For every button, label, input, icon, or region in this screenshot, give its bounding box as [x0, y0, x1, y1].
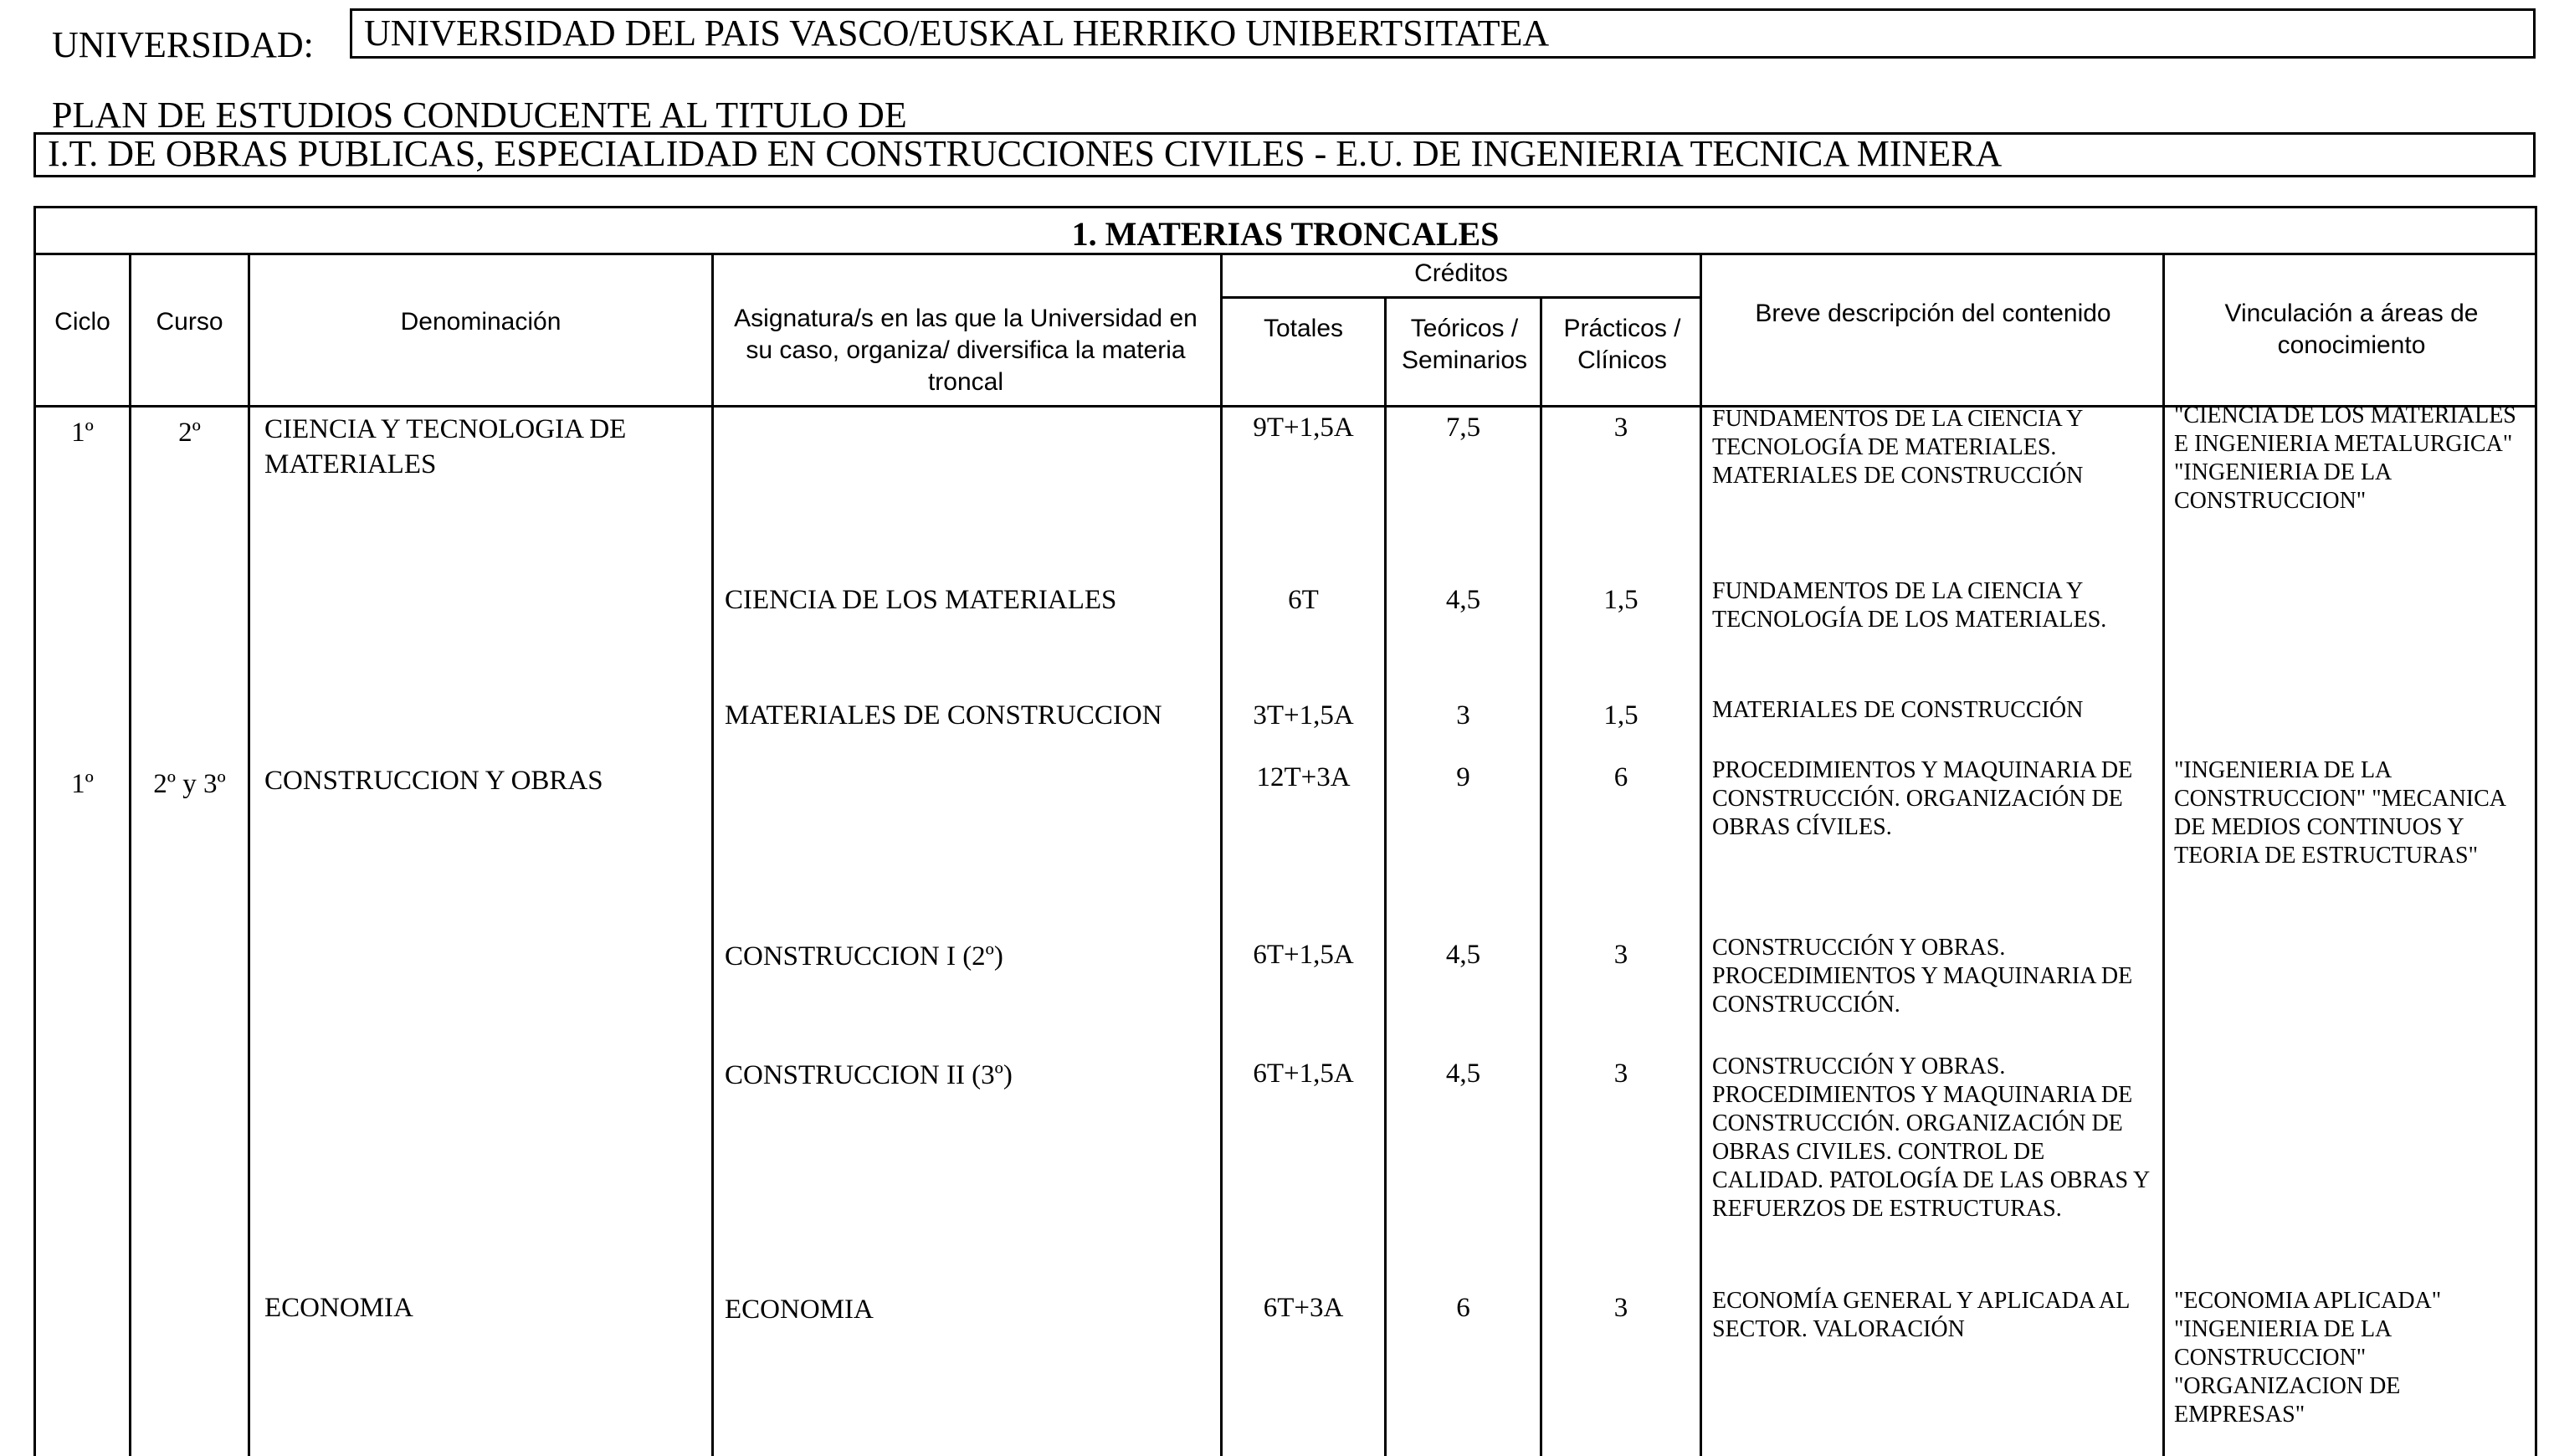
- cell-teoricos: 4,5: [1445, 1059, 1481, 1089]
- universidad-value: UNIVERSIDAD DEL PAIS VASCO/EUSKAL HERRIKO UNIBERTSITATEA: [350, 8, 2536, 59]
- cell-teoricos: 3: [1456, 700, 1470, 731]
- cell-totales: 6T+1,5A: [1253, 940, 1354, 970]
- cell-practicos: 1,5: [1603, 585, 1639, 615]
- cell-practicos: 1,5: [1603, 700, 1639, 731]
- cell-vinculacion: "CIENCIA DE LOS MATERIALES E INGENIERIA METALURGICA" "INGENIERIA DE LA CONSTRUCCION": [2174, 402, 2516, 514]
- table-rule: [248, 253, 250, 1456]
- col-header-descripcion: Breve descripción del contenido: [1755, 300, 2111, 327]
- cell-descripcion: ECONOMÍA GENERAL Y APLICADA AL SECTOR. VALORACIÓN: [1712, 1288, 2130, 1342]
- cell-practicos: 3: [1613, 940, 1628, 970]
- cell-vinculacion: "INGENIERIA DE LA CONSTRUCCION" "MECANICA DE MEDIOS CONTINUOS Y TEORIA DE ESTRUCTURAS": [2174, 757, 2505, 869]
- col-header-curso: Curso: [156, 308, 223, 336]
- cell-asignatura: CIENCIA DE LOS MATERIALES: [725, 585, 1117, 615]
- cell-descripcion: MATERIALES DE CONSTRUCCIÓN: [1712, 697, 2084, 723]
- cell-teoricos: 4,5: [1445, 585, 1481, 615]
- col-header-ciclo: Ciclo: [54, 308, 110, 336]
- cell-asignatura: CONSTRUCCION I (2º): [725, 941, 1003, 972]
- cell-descripcion: FUNDAMENTOS DE LA CIENCIA Y TECNOLOGÍA DE LOS MATERIALES.: [1712, 578, 2107, 633]
- universidad-label: UNIVERSIDAD:: [52, 24, 314, 65]
- cell-denominacion: CIENCIA Y TECNOLOGIA DE MATERIALES: [264, 414, 627, 479]
- cell-practicos: 6: [1613, 762, 1628, 792]
- cell-practicos: 3: [1613, 1293, 1628, 1323]
- cell-teoricos: 4,5: [1445, 940, 1481, 970]
- col-header-denominacion: Denominación: [400, 308, 562, 336]
- cell-teoricos: 7,5: [1445, 413, 1481, 443]
- col-header-teoricos: Teóricos / Seminarios: [1401, 315, 1528, 374]
- col-header-practicos: Prácticos / Clínicos: [1563, 315, 1681, 374]
- cell-totales: 6T+1,5A: [1253, 1059, 1354, 1089]
- table-rule: [1700, 253, 1702, 1456]
- cell-teoricos: 6: [1456, 1293, 1470, 1323]
- cell-vinculacion: "ECONOMIA APLICADA" "INGENIERIA DE LA CONSTRUCCION" "ORGANIZACION DE EMPRESAS": [2174, 1288, 2442, 1428]
- cell-ciclo: 1º: [71, 769, 94, 799]
- cell-asignatura: ECONOMIA: [725, 1295, 874, 1325]
- col-header-vinculacion: Vinculación a áreas de conocimiento: [2224, 300, 2479, 359]
- cell-curso: 2º y 3º: [153, 769, 226, 799]
- cell-curso: 2º: [178, 418, 201, 448]
- cell-practicos: 3: [1613, 1059, 1628, 1089]
- cell-totales: 9T+1,5A: [1253, 413, 1354, 443]
- cell-descripcion: FUNDAMENTOS DE LA CIENCIA Y TECNOLOGÍA DE MATERIALES. MATERIALES DE CONSTRUCCIÓN: [1712, 406, 2084, 489]
- cell-teoricos: 9: [1456, 762, 1470, 792]
- cell-denominacion: ECONOMIA: [264, 1293, 413, 1323]
- table-rule: [1540, 296, 1542, 1456]
- cell-totales: 12T+3A: [1256, 762, 1351, 792]
- table-rule: [1220, 296, 1700, 299]
- cell-totales: 6T: [1288, 585, 1319, 615]
- cell-asignatura: CONSTRUCCION II (3º): [725, 1060, 1013, 1090]
- cell-descripcion: PROCEDIMIENTOS Y MAQUINARIA DE CONSTRUCCIÓN. ORGANIZACIÓN DE OBRAS CÍVILES.: [1712, 757, 2133, 840]
- col-header-creditos: Créditos: [1414, 259, 1508, 287]
- cell-asignatura: MATERIALES DE CONSTRUCCION: [725, 700, 1162, 731]
- col-header-totales: Totales: [1263, 315, 1344, 342]
- cell-ciclo: 1º: [71, 418, 94, 448]
- cell-totales: 6T+3A: [1263, 1293, 1344, 1323]
- cell-descripcion: CONSTRUCCIÓN Y OBRAS. PROCEDIMIENTOS Y MAQUINARIA DE CONSTRUCCIÓN.: [1712, 935, 2133, 1018]
- plan-label: PLAN DE ESTUDIOS CONDUCENTE AL TITULO DE: [52, 95, 907, 136]
- cell-totales: 3T+1,5A: [1253, 700, 1354, 731]
- cell-descripcion: CONSTRUCCIÓN Y OBRAS. PROCEDIMIENTOS Y MAQUINARIA DE CONSTRUCCIÓN. ORGANIZACIÓN DE OBRAS CIVILES. CONTROL DE CALIDAD. PATOLOGÍA DE LAS OBRAS Y REFUERZOS DE ESTRUCTURAS.: [1712, 1054, 2150, 1222]
- titulo-value: I.T. DE OBRAS PUBLICAS, ESPECIALIDAD EN CONSTRUCCIONES CIVILES - E.U. DE INGENIERIA TECNICA MINERA: [33, 132, 2536, 177]
- table-rule: [2162, 253, 2165, 1456]
- col-header-asignatura: Asignatura/s en las que la Universidad en su caso, organiza/ diversifica la materia troncal: [734, 305, 1198, 396]
- table-rule: [711, 253, 714, 1456]
- section-title: 1. MATERIAS TRONCALES: [1071, 215, 1500, 253]
- cell-practicos: 3: [1613, 413, 1628, 443]
- table-rule: [1384, 296, 1387, 1456]
- cell-denominacion: CONSTRUCCION Y OBRAS: [264, 766, 603, 796]
